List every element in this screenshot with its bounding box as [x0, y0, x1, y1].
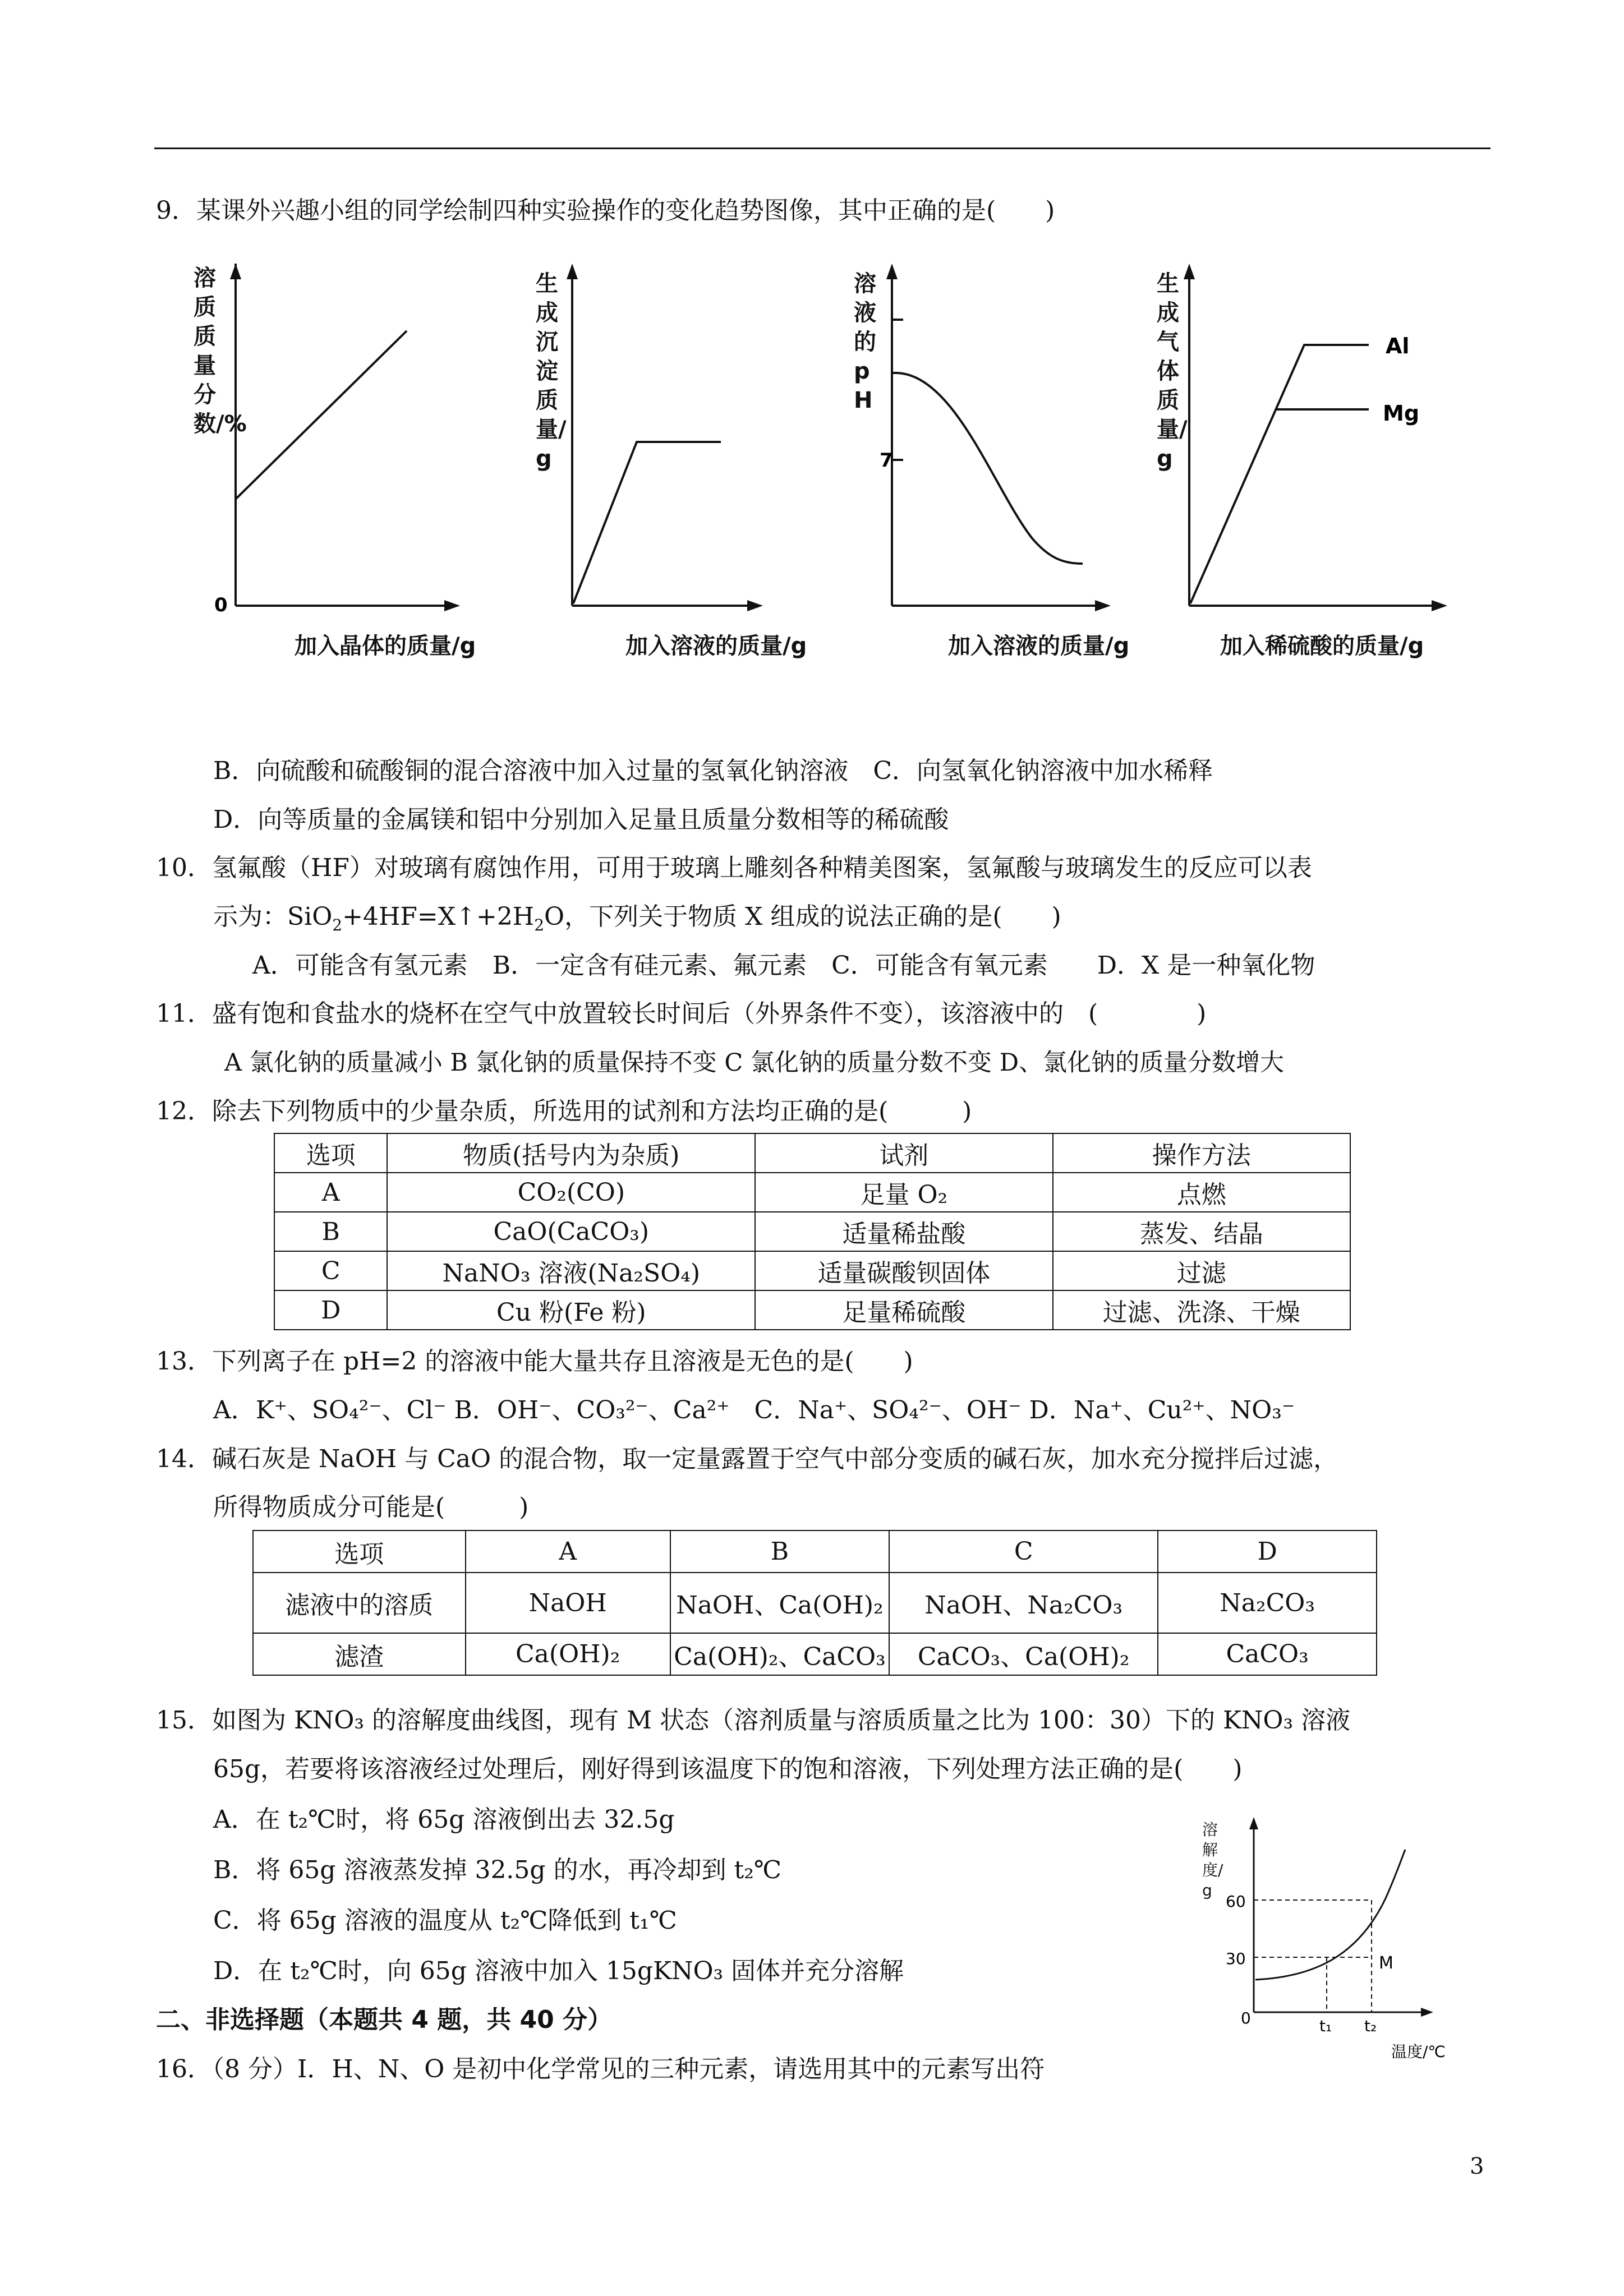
graph3-ylabel: 溶液的pH — [854, 271, 876, 413]
q9-graph-2 — [533, 264, 769, 628]
q12-table — [274, 1133, 1351, 1330]
table-row: A CO₂(CO) 足量 O₂ 点燃 — [274, 1173, 1350, 1212]
q12-stem: 12．除去下列物质中的少量杂质，所选用的试剂和方法均正确的是( ) — [156, 1097, 972, 1126]
q9-graph-4 — [1156, 264, 1459, 628]
q9-option-d: D．向等质量的金属镁和铝中分别加入足量且质量分数相等的稀硫酸 — [213, 805, 949, 834]
graph1-origin: 0 — [214, 594, 228, 616]
q14-table — [252, 1530, 1377, 1676]
solubility-origin: 0 — [1241, 2009, 1251, 2027]
q15-line2: 65g，若要将该溶液经过处理后，刚好得到该温度下的饱和溶液，下列处理方法正确的是( ) — [213, 1755, 1243, 1783]
q9-options-bc: B．向硫酸和硫酸铜的混合溶液中加入过量的氢氧化钠溶液 C．向氢氧化钠溶液中加水稀释 — [213, 757, 1213, 785]
q9-graph-1 — [202, 264, 471, 667]
q15-option-a: A．在 t₂℃时，将 65g 溶液倒出去 32.5g — [213, 1805, 675, 1834]
table-row: C NaNO₃ 溶液(Na₂SO₄) 适量碳酸钡固体 过滤 — [274, 1251, 1350, 1290]
graph1-xlabel: 加入晶体的质量/g — [295, 633, 476, 659]
graph4-ylabel: 生成气体质量/g — [1157, 271, 1188, 472]
solubility-point-m: M — [1379, 1953, 1393, 1973]
graph4-xlabel: 加入稀硫酸的质量/g — [1220, 633, 1424, 659]
q13-stem: 13．下列离子在 pH=2 的溶液中能大量共存且溶液是无色的是( ) — [156, 1347, 913, 1376]
graph2-xlabel: 加入溶液的质量/g — [625, 633, 807, 659]
table-row: B CaO(CaCO₃) 适量稀盐酸 蒸发、结晶 — [274, 1212, 1350, 1251]
graph2-ylabel: 生成沉淀质量/g — [536, 271, 567, 472]
q15-line1: 15．如图为 KNO₃ 的溶解度曲线图，现有 M 状态（溶剂质量与溶质质量之比为 100：30）下的 KNO₃ 溶液 — [156, 1706, 1351, 1735]
q11-stem: 11．盛有饱和食盐水的烧杯在空气中放置较长时间后（外界条件不变），该溶液中的 ( ) — [156, 999, 1207, 1028]
section2-heading: 二、非选择题（本题共 4 题，共 40 分） — [156, 2005, 613, 2034]
q10-line1: 10．氢氟酸（HF）对玻璃有腐蚀作用，可用于玻璃上雕刻各种精美图案，氢氟酸与玻璃发生的反应可以表 — [156, 854, 1312, 882]
q9-stem: 9．某课外兴趣小组的同学绘制四种实验操作的变化趋势图像，其中正确的是( ) — [156, 196, 1055, 225]
q14-line1: 14．碱石灰是 NaOH 与 CaO 的混合物，取一定量露置于空气中部分变质的碱石灰，加水充分搅拌后过滤， — [156, 1445, 1338, 1473]
graph3-curve — [893, 373, 1083, 564]
solubility-tick-t1: t₁ — [1319, 2017, 1332, 2035]
graph3-xlabel: 加入溶液的质量/g — [948, 633, 1130, 659]
table-row: D Cu 粉(Fe 粉) 足量稀硫酸 过滤、洗涤、干燥 — [274, 1290, 1350, 1330]
solubility-tick-60: 60 — [1226, 1892, 1246, 1911]
graph3-tick-7: 7 — [880, 449, 893, 472]
q15-solubility-graph — [1200, 1817, 1453, 2064]
table-row: 滤渣 Ca(OH)₂ Ca(OH)₂、CaCO₃ CaCO₃、Ca(OH)₂ CaCO₃ — [253, 1633, 1377, 1675]
q14-line2: 所得物质成分可能是( ) — [213, 1493, 529, 1522]
q10-options: A．可能含有氢元素 B．一定含有硅元素、氟元素 C．可能含有氧元素 D．X 是一种氧化物 — [252, 951, 1315, 980]
graph4-label-al: Al — [1386, 334, 1410, 358]
solubility-xlabel: 温度/℃ — [1391, 2043, 1446, 2061]
header-rule — [154, 147, 1490, 149]
q12-header-row: 选项 物质(括号内为杂质) 试剂 操作方法 — [274, 1133, 1350, 1173]
graph4-curve-al — [1190, 345, 1369, 603]
q11-options: A 氯化钠的质量减小 B 氯化钠的质量保持不变 C 氯化钠的质量分数不变 D、氯化钠的质量分数增大 — [224, 1049, 1285, 1077]
q15-option-d: D．在 t₂℃时，向 65g 溶液中加入 15gKNO₃ 固体并充分溶解 — [213, 1957, 904, 1985]
solubility-tick-30: 30 — [1226, 1949, 1246, 1968]
q14-header-row: 选项 A B C D — [253, 1530, 1377, 1573]
graph4-label-mg: Mg — [1383, 401, 1420, 426]
solubility-tick-t2: t₂ — [1364, 2017, 1377, 2035]
graph2-curve — [573, 442, 721, 603]
q16-stem: 16．（8 分）I．H、N、O 是初中化学常见的三种元素，请选用其中的元素写出符 — [156, 2055, 1045, 2083]
q15-option-c: C．将 65g 溶液的温度从 t₂℃降低到 t₁℃ — [213, 1906, 677, 1935]
table-row: 滤液中的溶质 NaOH NaOH、Ca(OH)₂ NaOH、Na₂CO₃ Na₂CO₃ — [253, 1573, 1377, 1633]
q9-graph-3 — [847, 264, 1116, 628]
q13-options: A．K⁺、SO₄²⁻、Cl⁻ B．OH⁻、CO₃²⁻、Ca²⁺ C．Na⁺、SO₄²⁻、OH⁻ D．Na⁺、Cu²⁺、NO₃⁻ — [213, 1396, 1295, 1424]
q15-option-b: B．将 65g 溶液蒸发掉 32.5g 的水，再冷却到 t₂℃ — [213, 1856, 782, 1884]
graph1-curve — [236, 331, 407, 499]
q10-line2: 示为：$SiO_2+4HF=X↑+2H_2O$，下列关于物质 X 组成的说法正确的是( ) — [213, 902, 1061, 934]
solubility-ylabel: 溶解度/g — [1202, 1820, 1223, 1899]
graph1-ylabel: 溶质质量分数/% — [194, 265, 247, 437]
page-number: 3 — [1470, 2154, 1484, 2179]
